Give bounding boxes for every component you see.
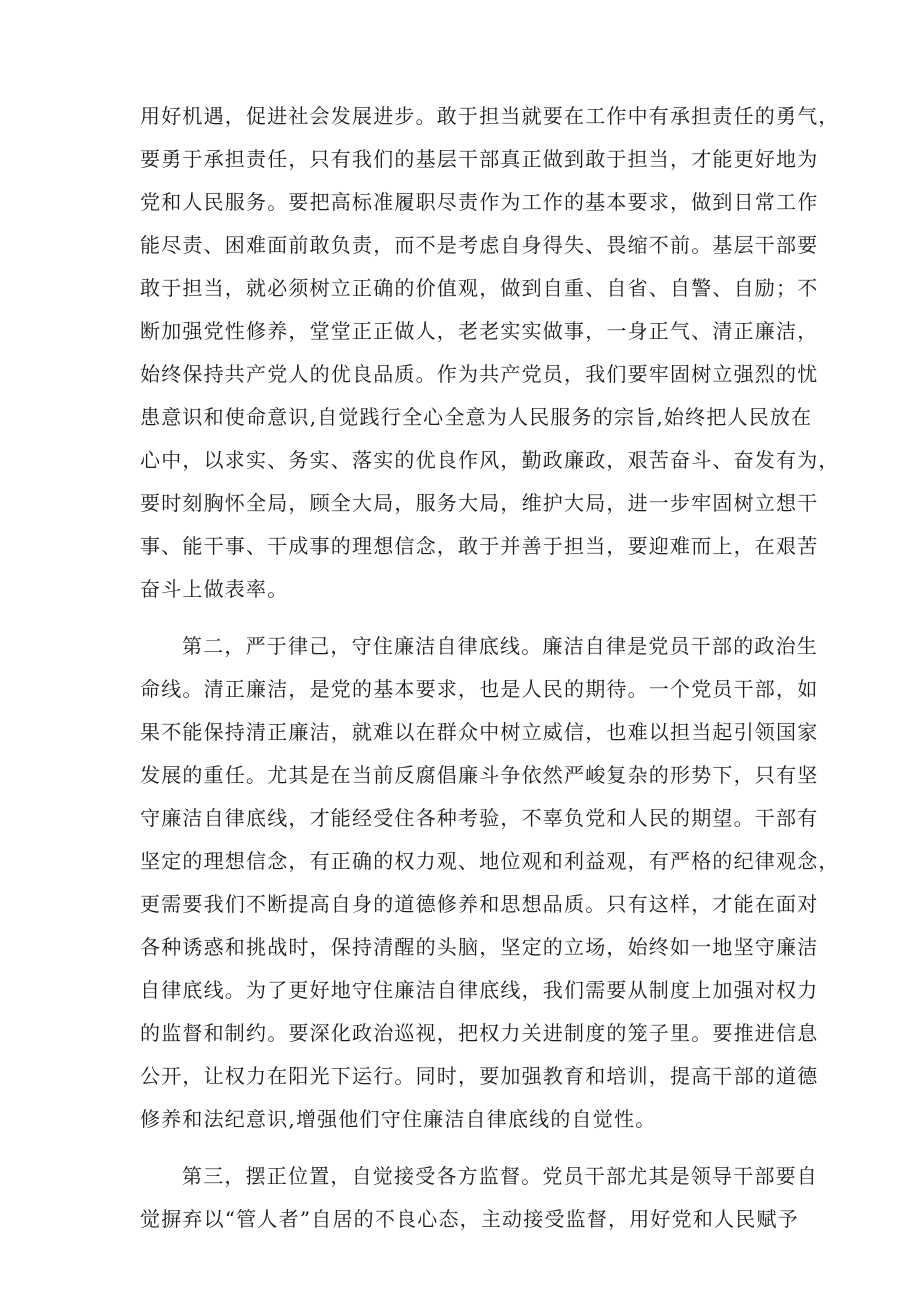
paragraph-2-line: 自律底线。为了更好地守住廉洁自律底线，我们需要从制度上加强对权力 [140, 978, 819, 1002]
paragraph-3-line: 第三，摆正位置，自觉接受各方监督。党员干部尤其是领导干部要自 [182, 1164, 818, 1188]
paragraph-2-line: 发展的重任。尤其是在当前反腐倡廉斗争依然严峻复杂的形势下，只有坚 [140, 763, 819, 787]
paragraph-3-line: 觉摒弃以“管人者”自居的不良心态，主动接受监督，用好党和人民赋予 [140, 1207, 799, 1231]
paragraph-2-line: 修养和法纪意识,增强他们守住廉洁自律底线的自觉性。 [140, 1107, 657, 1131]
paragraph-1-line: 能尽责、困难面前敢负责，而不是考虑自身得失、畏缩不前。基层干部要 [140, 233, 819, 257]
paragraph-2-line: 各种诱惑和挑战时，保持清醒的头脑，坚定的立场，始终如一地坚守廉洁 [140, 935, 819, 959]
paragraph-2-line: 果不能保持清正廉洁，就难以在群众中树立威信，也难以担当起引领国家 [140, 720, 819, 744]
paragraph-2-line: 第二，严于律己，守住廉洁自律底线。廉洁自律是党员干部的政治生 [182, 634, 818, 658]
paragraph-1-line: 要勇于承担责任，只有我们的基层干部真正做到敢于担当，才能更好地为 [140, 147, 819, 171]
paragraph-1-line: 用好机遇，促进社会发展进步。敢于担当就要在工作中有承担责任的勇气， [140, 104, 840, 128]
paragraph-2-line: 命线。清正廉洁，是党的基本要求，也是人民的期待。一个党员干部，如 [140, 677, 819, 701]
paragraph-1-line: 敢于担当，就必须树立正确的价值观，做到自重、自省、自警、自励；不 [140, 276, 819, 300]
paragraph-1-line: 心中，以求实、务实、落实的优良作风，勤政廉政，艰苦奋斗、奋发有为， [140, 448, 840, 472]
paragraph-2-line: 坚定的理想信念，有正确的权力观、地位观和利益观，有严格的纪律观念， [140, 849, 840, 873]
paragraph-1-line: 断加强党性修养，堂堂正正做人，老老实实做事，一身正气、清正廉洁， [140, 319, 819, 343]
paragraph-1-line: 奋斗上做表率。 [140, 577, 289, 601]
paragraph-1-line: 始终保持共产党人的优良品质。作为共产党员，我们要牢固树立强烈的忧 [140, 362, 819, 386]
paragraph-2-line: 的监督和制约。要深化政治巡视，把权力关进制度的笼子里。要推进信息 [140, 1021, 819, 1045]
paragraph-2-line: 守廉洁自律底线，才能经受住各种考验，不辜负党和人民的期望。干部有 [140, 806, 819, 830]
paragraph-1-line: 患意识和使命意识,自觉践行全心全意为人民服务的宗旨,始终把人民放在 [140, 405, 813, 429]
paragraph-2-line: 更需要我们不断提高自身的道德修养和思想品质。只有这样，才能在面对 [140, 892, 819, 916]
paragraph-1-line: 事、能干事、干成事的理想信念，敢于并善于担当，要迎难而上，在艰苦 [140, 534, 819, 558]
paragraph-1-line: 党和人民服务。要把高标准履职尽责作为工作的基本要求，做到日常工作 [140, 190, 819, 214]
paragraph-2-line: 公开，让权力在阳光下运行。同时，要加强教育和培训，提高干部的道德 [140, 1064, 819, 1088]
paragraph-1-line: 要时刻胸怀全局，顾全大局，服务大局，维护大局，进一步牢固树立想干 [140, 491, 819, 515]
